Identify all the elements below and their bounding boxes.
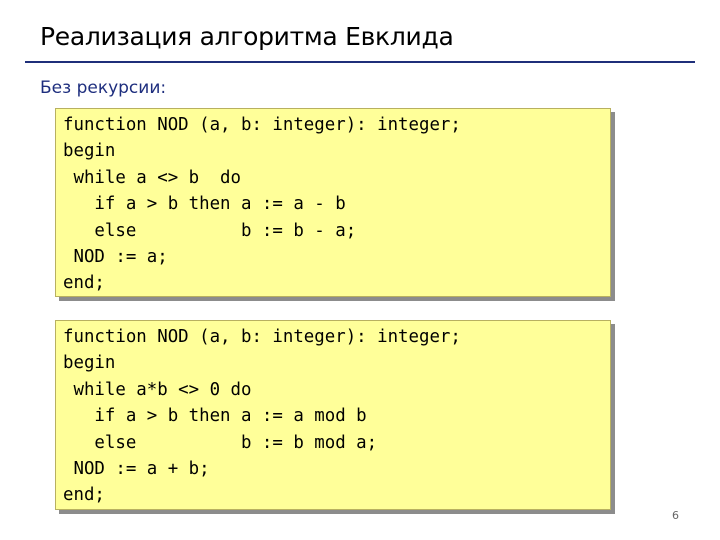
- code-line: else b := b mod a;: [63, 432, 378, 453]
- code-line: end;: [63, 273, 105, 294]
- code-line: function NOD (a, b: integer): integer;: [63, 115, 461, 135]
- code-line: end;: [63, 485, 105, 506]
- title-divider: [25, 61, 695, 63]
- code-line: NOD := a + b;: [63, 458, 210, 479]
- code-line: while a <> b do: [63, 167, 241, 188]
- code-line: function NOD (a, b: integer): integer;: [63, 327, 461, 347]
- slide-subtitle: Без рекурсии:: [40, 78, 167, 98]
- code-block-1: [55, 108, 611, 297]
- code-line: while a*b <> 0 do: [63, 379, 252, 400]
- code-line: if a > b then a := a - b: [63, 194, 346, 215]
- code-line: begin: [63, 353, 116, 374]
- slide-title: Реализация алгоритма Евклида: [40, 22, 454, 51]
- slide-number: 6: [672, 509, 679, 522]
- code-block-2: [55, 320, 611, 510]
- code-line: else b := b - a;: [63, 220, 357, 241]
- code-line: NOD := a;: [63, 246, 168, 267]
- code-line: if a > b then a := a mod b: [63, 406, 367, 427]
- code-line: begin: [63, 141, 116, 162]
